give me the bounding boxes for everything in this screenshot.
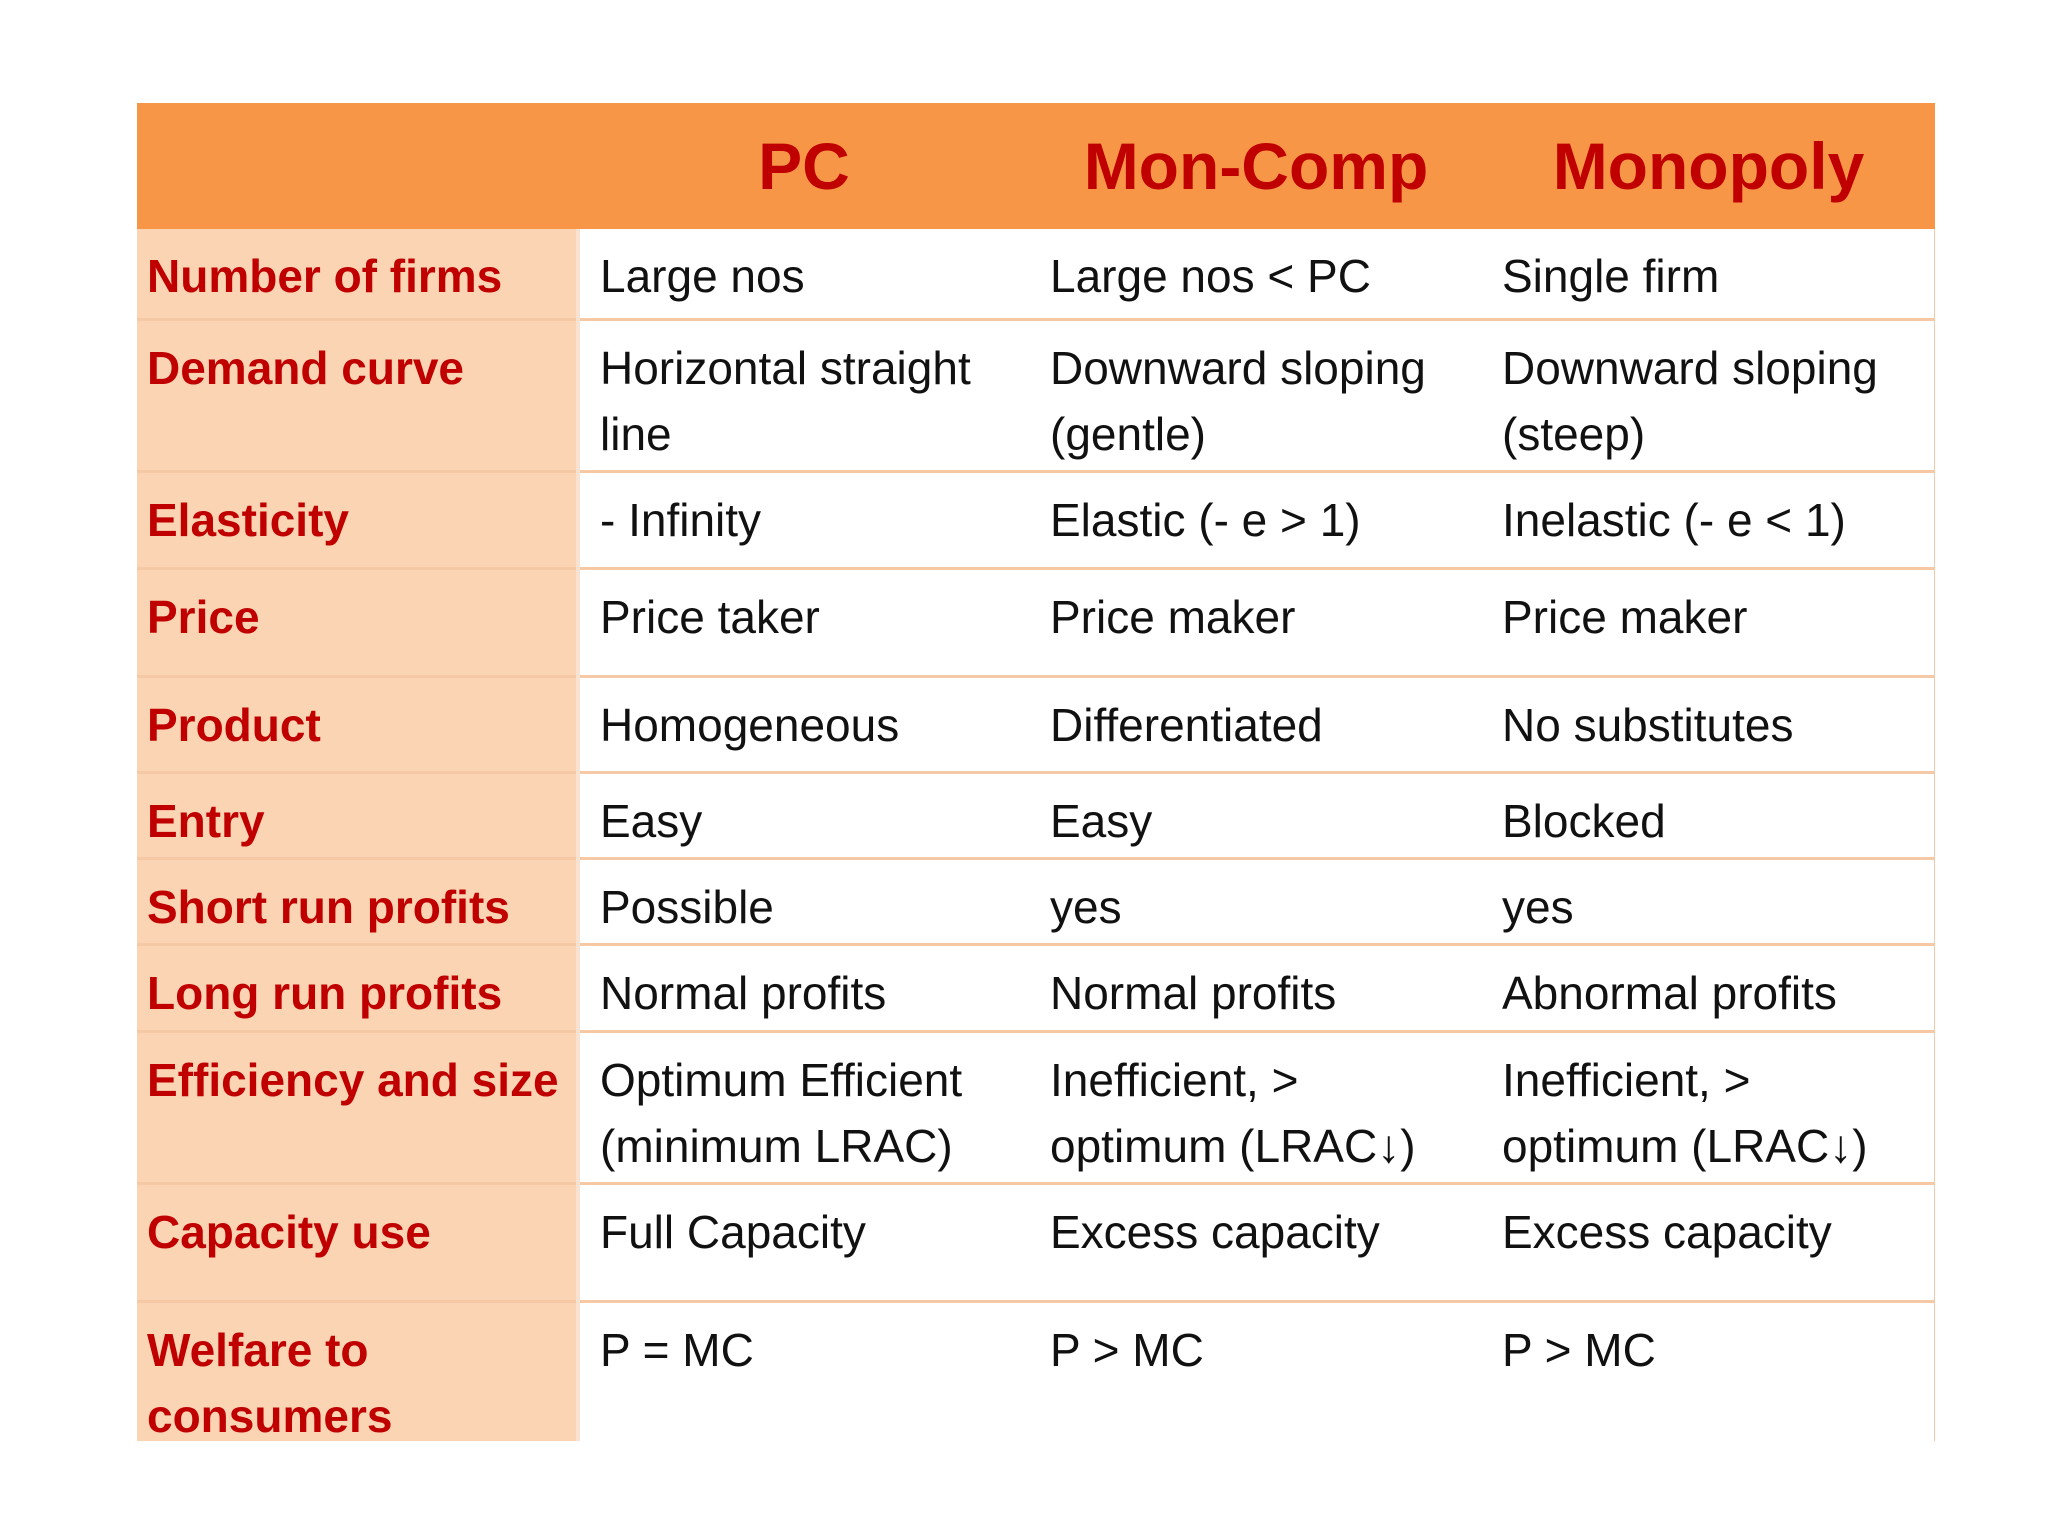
row-label: Entry — [137, 772, 578, 858]
cell-pc: Easy — [578, 772, 1030, 858]
cell-pc: Price taker — [578, 568, 1030, 676]
row-demand-curve — [137, 319, 1935, 471]
cell-mon-comp: Differentiated — [1030, 676, 1482, 772]
row-label: Welfare to consumers — [137, 1301, 578, 1441]
cell-monopoly: Blocked — [1482, 772, 1935, 858]
cell-monopoly: yes — [1482, 858, 1935, 944]
cell-monopoly: Price maker — [1482, 568, 1935, 676]
cell-monopoly: Inelastic (- e < 1) — [1482, 471, 1935, 568]
row-label: Number of firms — [137, 229, 578, 319]
row-product — [137, 676, 1935, 772]
cell-monopoly: Inefficient, > optimum (LRAC↓) — [1482, 1031, 1935, 1183]
cell-mon-comp: Excess capacity — [1030, 1183, 1482, 1301]
row-entry — [137, 772, 1935, 858]
row-efficiency-and-size — [137, 1031, 1935, 1183]
header-row — [137, 103, 1935, 229]
row-capacity-use — [137, 1183, 1935, 1301]
cell-pc: P = MC — [578, 1301, 1030, 1441]
cell-mon-comp: Inefficient, > optimum (LRAC↓) — [1030, 1031, 1482, 1183]
cell-monopoly: Single firm — [1482, 229, 1935, 319]
cell-mon-comp: Downward sloping (gentle) — [1030, 319, 1482, 471]
cell-monopoly: No substitutes — [1482, 676, 1935, 772]
row-label: Short run profits — [137, 858, 578, 944]
header-monopoly: Monopoly — [1482, 103, 1935, 229]
cell-pc: Large nos — [578, 229, 1030, 319]
cell-pc: Homogeneous — [578, 676, 1030, 772]
cell-mon-comp: P > MC — [1030, 1301, 1482, 1441]
cell-monopoly: Abnormal profits — [1482, 944, 1935, 1031]
cell-monopoly: P > MC — [1482, 1301, 1935, 1441]
row-label: Demand curve — [137, 319, 578, 471]
cell-pc: Horizontal straight line — [578, 319, 1030, 471]
cell-mon-comp: Easy — [1030, 772, 1482, 858]
cell-pc: Possible — [578, 858, 1030, 944]
header-mon-comp: Mon-Comp — [1030, 103, 1482, 229]
row-label: Efficiency and size — [137, 1031, 578, 1183]
row-label: Long run profits — [137, 944, 578, 1031]
cell-pc: Full Capacity — [578, 1183, 1030, 1301]
cell-mon-comp: Price maker — [1030, 568, 1482, 676]
cell-pc: - Infinity — [578, 471, 1030, 568]
row-label: Product — [137, 676, 578, 772]
cell-mon-comp: Large nos < PC — [1030, 229, 1482, 319]
row-price — [137, 568, 1935, 676]
cell-monopoly: Downward sloping (steep) — [1482, 319, 1935, 471]
cell-pc: Optimum Efficient (minimum LRAC) — [578, 1031, 1030, 1183]
row-long-run-profits — [137, 944, 1935, 1031]
market-structure-table-container — [137, 103, 1935, 1441]
row-number-of-firms — [137, 229, 1935, 319]
cell-pc: Normal profits — [578, 944, 1030, 1031]
market-structure-comparison-table — [137, 103, 1935, 1441]
cell-monopoly: Excess capacity — [1482, 1183, 1935, 1301]
row-label: Capacity use — [137, 1183, 578, 1301]
row-label: Elasticity — [137, 471, 578, 568]
cell-mon-comp: yes — [1030, 858, 1482, 944]
row-label: Price — [137, 568, 578, 676]
header-pc: PC — [578, 103, 1030, 229]
cell-mon-comp: Elastic (- e > 1) — [1030, 471, 1482, 568]
row-short-run-profits — [137, 858, 1935, 944]
header-corner-cell — [137, 103, 578, 229]
cell-mon-comp: Normal profits — [1030, 944, 1482, 1031]
row-welfare-to-consumers — [137, 1301, 1935, 1441]
row-elasticity — [137, 471, 1935, 568]
